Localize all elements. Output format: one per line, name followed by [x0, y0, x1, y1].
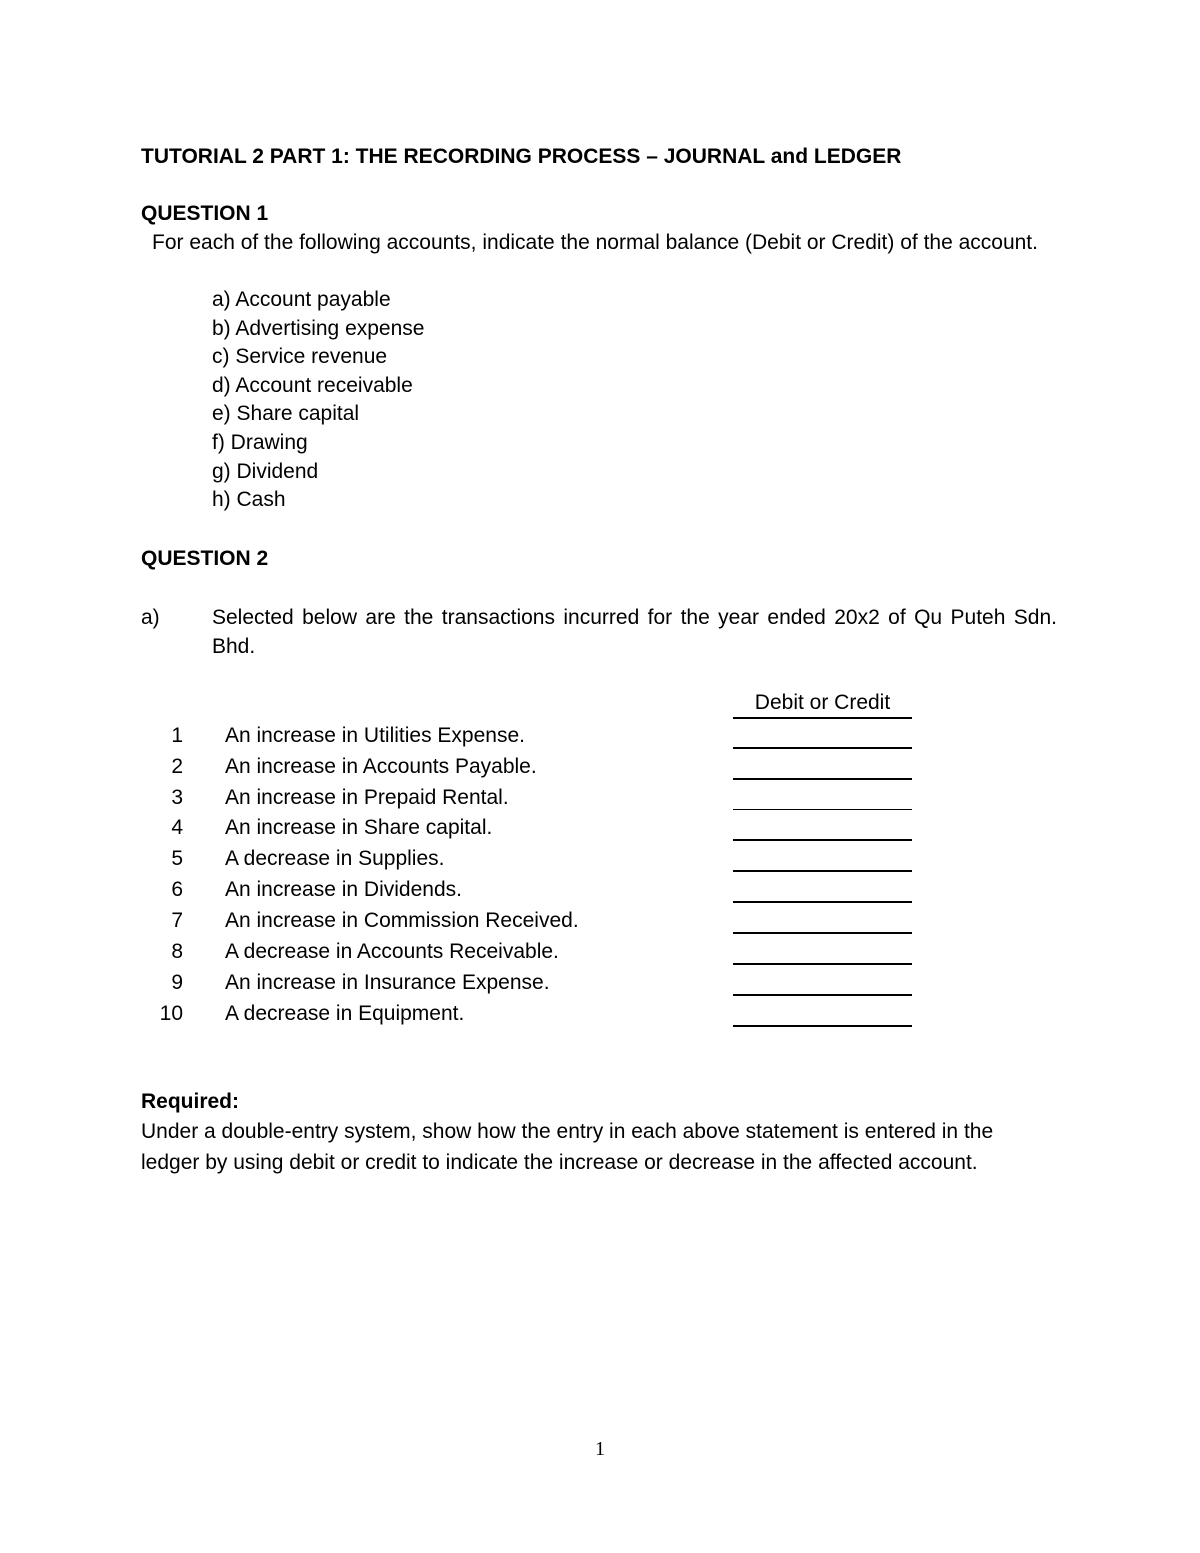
transaction-text: An increase in Insurance Expense.	[225, 971, 550, 994]
transaction-number: 9	[171, 971, 183, 994]
question-2-part-label: a)	[141, 606, 160, 629]
transaction-text: An increase in Share capital.	[225, 816, 493, 839]
page-number: 1	[595, 1438, 605, 1460]
transaction-row	[141, 905, 921, 936]
transaction-number: 10	[159, 1002, 183, 1025]
transaction-row	[141, 720, 921, 751]
list-item: b) Advertising expense	[212, 316, 425, 340]
question-1-instruction: For each of the following accounts, indicate the normal balance (Debit or Credit) of the account.	[152, 231, 1038, 254]
answer-blank-line	[733, 932, 912, 934]
list-item: a) Account payable	[212, 288, 391, 311]
transaction-number: 6	[171, 878, 183, 901]
required-text: Under a double-entry system, show how the entry in each above statement is entered in the ledger by using debit or credit to indicate the increase or decrease in the affected account.	[141, 1120, 994, 1174]
transaction-row	[141, 812, 921, 843]
transaction-text: An increase in Prepaid Rental.	[225, 786, 509, 809]
transaction-text: An increase in Accounts Payable.	[225, 755, 537, 778]
question-1-heading: QUESTION 1	[141, 202, 269, 225]
question-2-heading: QUESTION 2	[141, 547, 269, 570]
transaction-text: A decrease in Supplies.	[225, 847, 445, 870]
list-item: g) Dividend	[212, 459, 319, 483]
transaction-number: 7	[171, 909, 183, 932]
transaction-row	[141, 782, 921, 813]
answer-blank-line	[733, 809, 912, 810]
list-item: d) Account receivable	[212, 373, 413, 397]
answer-blank-line	[733, 839, 912, 841]
transaction-row	[141, 843, 921, 874]
transaction-number: 1	[171, 724, 183, 747]
transaction-number: 3	[171, 786, 183, 809]
transaction-row	[141, 998, 921, 1029]
transaction-row	[141, 967, 921, 998]
list-item: e) Share capital	[212, 402, 360, 426]
transaction-text: An increase in Utilities Expense.	[225, 724, 525, 747]
transaction-row	[141, 874, 921, 905]
transaction-number: 5	[171, 847, 183, 870]
transaction-text: A decrease in Equipment.	[225, 1002, 465, 1025]
required-heading: Required:	[141, 1090, 240, 1113]
answer-blank-line	[733, 994, 912, 996]
question-2-intro: Selected below are the transactions incurred for the year ended 20x2 of Qu Puteh Sdn. Bhd.	[212, 606, 1057, 658]
answer-blank-line	[733, 1025, 912, 1027]
transaction-number: 2	[171, 755, 183, 778]
answer-blank-line	[733, 778, 912, 780]
answer-column-header: Debit or Credit	[733, 690, 912, 719]
question-1-account-list	[212, 286, 424, 515]
transaction-row	[141, 751, 921, 782]
answer-blank-line	[733, 963, 912, 965]
answer-blank-line	[733, 870, 912, 872]
transaction-row	[141, 936, 921, 967]
list-item: f) Drawing	[212, 430, 308, 454]
transaction-text: A decrease in Accounts Receivable.	[225, 940, 559, 963]
list-item: h) Cash	[212, 488, 286, 512]
transaction-text: An increase in Dividends.	[225, 878, 462, 901]
document-title: TUTORIAL 2 PART 1: THE RECORDING PROCESS – JOURNAL and LEDGER	[141, 145, 902, 168]
answer-blank-line	[733, 901, 912, 903]
transaction-number: 4	[171, 816, 183, 839]
transaction-number: 8	[171, 940, 183, 963]
transaction-text: An increase in Commission Received.	[225, 909, 579, 932]
answer-blank-line	[733, 747, 912, 749]
list-item: c) Service revenue	[212, 345, 388, 369]
